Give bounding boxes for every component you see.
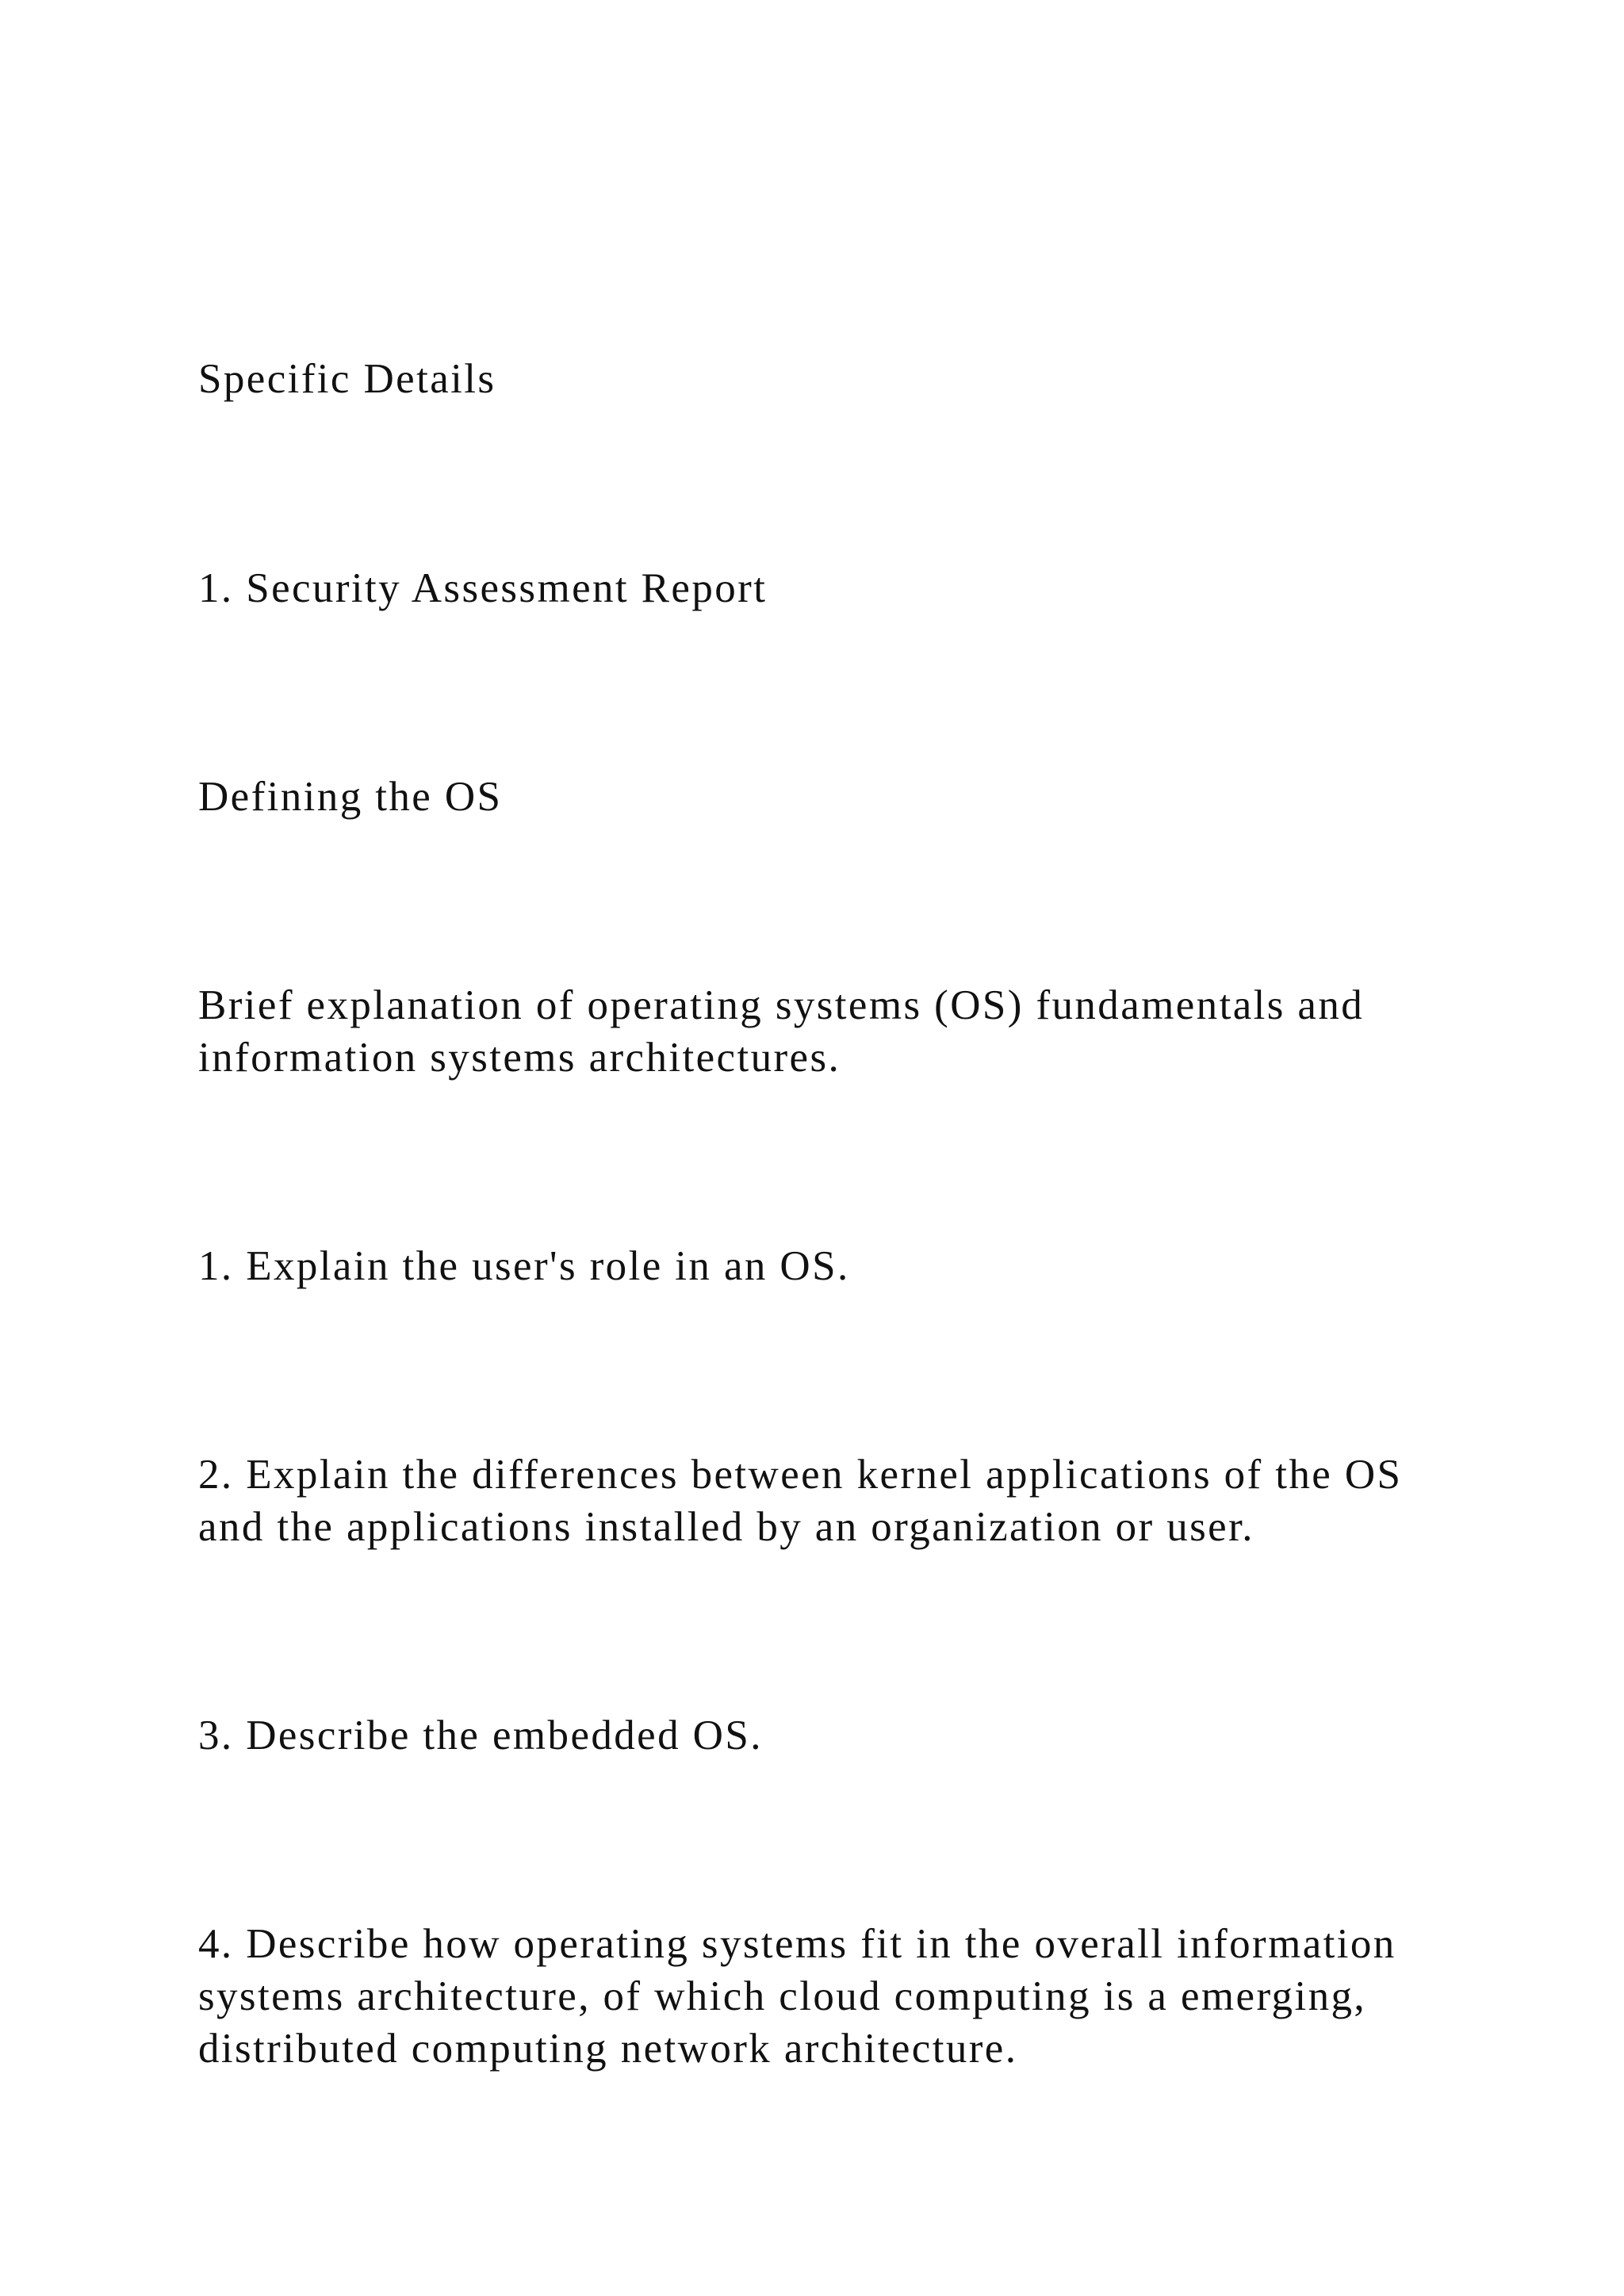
page-heading: Specific Details xyxy=(198,356,496,402)
list-item-4-line-3: distributed computing network architecture. xyxy=(198,2026,1018,2072)
list-item-3-line-1: 3. Describe the embedded OS. xyxy=(198,1712,763,1758)
list-item-4-line-2: systems architecture, of which cloud computing is a emerging, xyxy=(198,1973,1367,2019)
subsection-title: Defining the OS xyxy=(198,774,503,820)
intro-line-2: information systems architectures. xyxy=(198,1035,841,1081)
list-item-2-line-2: and the applications installed by an organization or user. xyxy=(198,1504,1254,1550)
list-item-1-line-1: 1. Explain the user's role in an OS. xyxy=(198,1243,850,1289)
intro-line-1: Brief explanation of operating systems (OS) fundamentals and xyxy=(198,982,1365,1028)
list-item-2-line-1: 2. Explain the differences between kernel applications of the OS xyxy=(198,1452,1403,1498)
list-item-4-line-1: 4. Describe how operating systems fit in the overall information xyxy=(198,1921,1396,1967)
section-title: 1. Security Assessment Report xyxy=(198,565,768,611)
